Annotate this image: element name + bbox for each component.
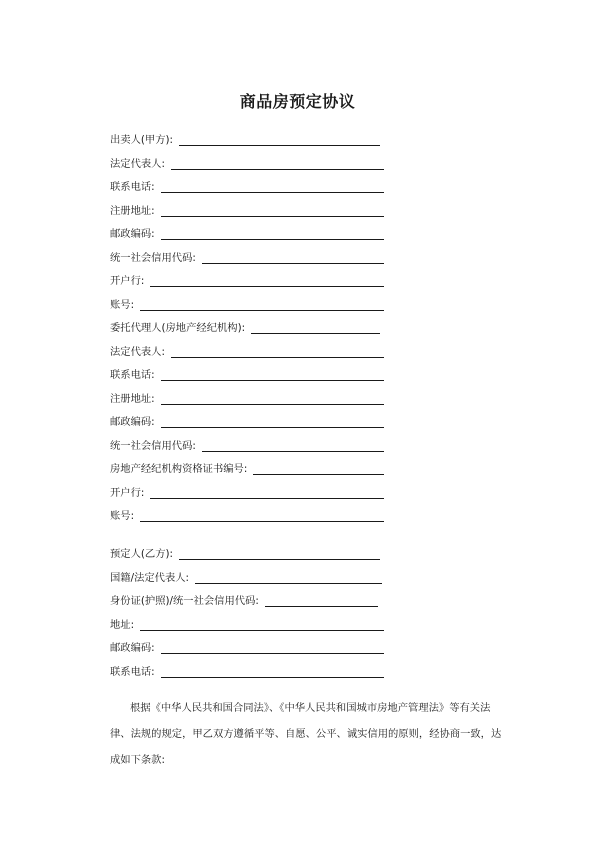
seller-postcode-field bbox=[110, 225, 384, 241]
seller-phone-field bbox=[110, 178, 384, 194]
field-label: 注册地址: bbox=[110, 393, 155, 405]
agent-license-number-field bbox=[110, 460, 384, 476]
seller-bank-field bbox=[110, 272, 384, 288]
blank-line[interactable] bbox=[161, 393, 384, 405]
agent-phone-field bbox=[110, 366, 384, 382]
document-title: 商品房预定协议 bbox=[239, 92, 356, 111]
blank-line[interactable] bbox=[161, 416, 384, 428]
field-label: 法定代表人: bbox=[110, 346, 165, 358]
field-label: 邮政编码: bbox=[110, 416, 155, 428]
blank-line[interactable] bbox=[195, 572, 382, 584]
blank-line[interactable] bbox=[171, 346, 384, 358]
agent-bank-field bbox=[110, 484, 384, 500]
field-label: 账号: bbox=[110, 510, 135, 522]
seller-account-field bbox=[110, 296, 384, 312]
field-label: 账号: bbox=[110, 299, 135, 311]
blank-line[interactable] bbox=[150, 275, 384, 287]
buyer-phone-field bbox=[110, 663, 384, 679]
field-label: 房地产经纪机构资格证书编号: bbox=[110, 463, 248, 475]
agent-name-field bbox=[110, 319, 380, 335]
field-label: 身份证(护照)/统一社会信用代码: bbox=[110, 595, 259, 607]
field-label: 注册地址: bbox=[110, 205, 155, 217]
agent-address-field bbox=[110, 390, 384, 406]
blank-line[interactable] bbox=[161, 642, 384, 654]
field-label: 统一社会信用代码: bbox=[110, 252, 196, 264]
seller-credit-code-field bbox=[110, 249, 384, 265]
field-label: 邮政编码: bbox=[110, 228, 155, 240]
field-label: 国籍/法定代表人: bbox=[110, 572, 190, 584]
blank-line[interactable] bbox=[140, 619, 384, 631]
blank-line[interactable] bbox=[140, 299, 384, 311]
seller-legal-rep-field bbox=[110, 155, 384, 171]
field-label: 联系电话: bbox=[110, 181, 155, 193]
buyer-address-field bbox=[110, 616, 384, 632]
intro-paragraph-text: 根据《中华人民共和国合同法》、《中华人民共和国城市房地产管理法》等有关法律、法规的规定，甲乙双方遵循平等、自愿、公平、诚实信用的原则，经协商一致，达成如下条款: bbox=[110, 702, 502, 766]
field-label: 出卖人(甲方): bbox=[110, 134, 173, 146]
blank-line[interactable] bbox=[265, 595, 378, 607]
buyer-name-field bbox=[110, 545, 380, 561]
blank-line[interactable] bbox=[161, 205, 384, 217]
seller-address-field bbox=[110, 202, 384, 218]
field-label: 联系电话: bbox=[110, 666, 155, 678]
field-label: 联系电话: bbox=[110, 369, 155, 381]
blank-line[interactable] bbox=[161, 228, 384, 240]
blank-line[interactable] bbox=[251, 322, 380, 334]
agent-postcode-field bbox=[110, 413, 384, 429]
field-label: 委托代理人(房地产经纪机构): bbox=[110, 322, 246, 334]
blank-line[interactable] bbox=[202, 440, 384, 452]
field-label: 地址: bbox=[110, 619, 135, 631]
blank-line[interactable] bbox=[253, 463, 384, 475]
blank-line[interactable] bbox=[179, 134, 380, 146]
blank-line[interactable] bbox=[161, 666, 384, 678]
intro-paragraph bbox=[110, 695, 506, 773]
blank-line[interactable] bbox=[161, 181, 384, 193]
field-label: 法定代表人: bbox=[110, 158, 165, 170]
seller-name-field bbox=[110, 131, 380, 147]
field-label: 开户行: bbox=[110, 275, 145, 287]
agent-account-field bbox=[110, 507, 384, 523]
buyer-postcode-field bbox=[110, 639, 384, 655]
buyer-nationality-field bbox=[110, 569, 382, 585]
agent-credit-code-field bbox=[110, 437, 384, 453]
field-label: 开户行: bbox=[110, 487, 145, 499]
blank-line[interactable] bbox=[150, 487, 384, 499]
field-label: 预定人(乙方): bbox=[110, 548, 173, 560]
agent-legal-rep-field bbox=[110, 343, 384, 359]
blank-line[interactable] bbox=[171, 158, 384, 170]
buyer-id-field bbox=[110, 592, 378, 608]
blank-line[interactable] bbox=[179, 548, 380, 560]
field-label: 邮政编码: bbox=[110, 642, 155, 654]
field-label: 统一社会信用代码: bbox=[110, 440, 196, 452]
blank-line[interactable] bbox=[140, 510, 384, 522]
blank-line[interactable] bbox=[202, 252, 384, 264]
blank-line[interactable] bbox=[161, 369, 384, 381]
